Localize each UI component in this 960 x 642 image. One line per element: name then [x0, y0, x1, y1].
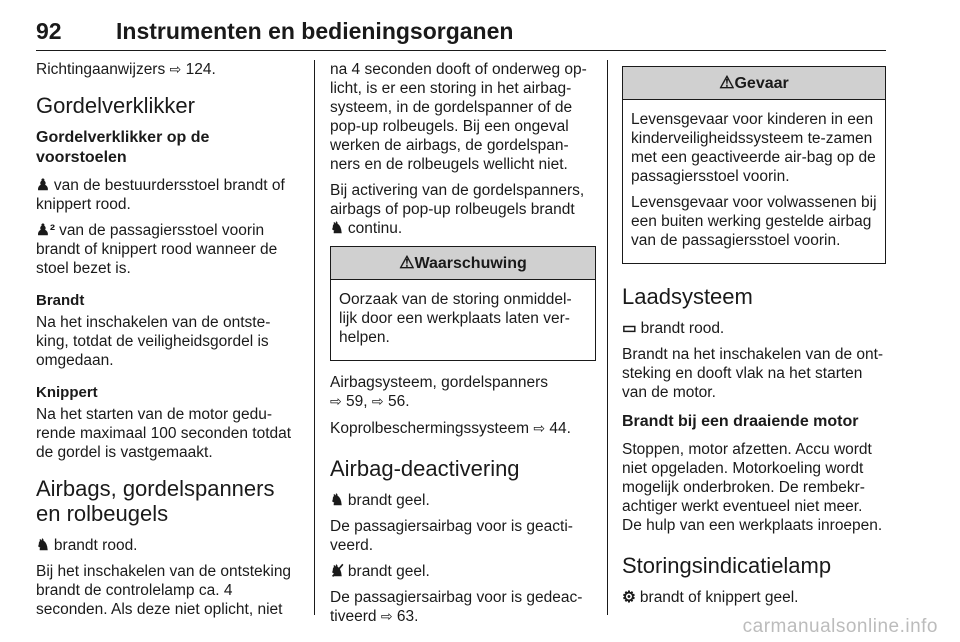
- seatbelt-driver-icon: ♟: [36, 177, 50, 194]
- section-heading: Gordelverklikker: [36, 93, 195, 118]
- warning-box: [330, 246, 596, 361]
- section-heading: Airbags, gordelspanners en rolbeugels: [36, 476, 275, 526]
- chapter-title: Instrumenten en bedieningsorganen: [116, 18, 514, 44]
- reference-arrow-icon: ⇨: [533, 420, 546, 436]
- column-divider: [314, 60, 315, 615]
- paragraph: De passagiersairbag voor is geacti-veerd.: [330, 518, 573, 554]
- page-reference[interactable]: 63.: [396, 608, 419, 625]
- warning-header: ⚠Waarschuwing: [331, 247, 595, 280]
- section-heading: Laadsysteem: [622, 284, 753, 309]
- paragraph: ▭ brandt rood.: [622, 320, 725, 337]
- airbag-off-icon: ♞̸: [330, 563, 344, 580]
- subsection-heading: Gordelverklikker op de voorstoelen: [36, 129, 210, 166]
- reference-arrow-icon: ⇨: [169, 61, 182, 77]
- paragraph: ♟ van de bestuurdersstoel brandt of knippert rood.: [36, 177, 285, 213]
- paragraph: Bij activering van de gordelspanners, airbags of pop-up rolbeugels brandt ♞ continu.: [330, 182, 585, 237]
- page-reference[interactable]: 56.: [387, 393, 410, 410]
- paragraph: Bij het inschakelen van de ontsteking brandt de controlelamp ca. 4 seconden. Als deze niet oplicht, niet: [36, 563, 292, 618]
- intro-line: Richtingaanwijzers ⇨ 124.: [36, 61, 216, 78]
- paragraph: ♞ brandt geel.: [330, 492, 430, 509]
- column-3: [622, 60, 886, 614]
- warning-triangle-icon: ⚠: [719, 73, 735, 92]
- reference-arrow-icon: ⇨: [330, 393, 342, 409]
- paragraph: ♞̸ brandt geel.: [330, 563, 430, 580]
- paragraph: De passagiersairbag voor is gedeac-tiveerd ⇨ 63.: [330, 589, 583, 625]
- paragraph: Na het starten van de motor gedu-rende maximaal 100 seconden totdat de gordel is vastgemaakt.: [36, 406, 292, 461]
- danger-header: ⚠Gevaar: [623, 67, 885, 100]
- column-2: [330, 60, 596, 633]
- paragraph: na 4 seconden dooft of onderweg op-licht, is er een storing in het airbag-systeem, in de gordelspanner of de pop-up rolbeugels. Bij een ongeval werken de airbags, de gordelspan-ners en de rolbeugels wellicht niet.: [330, 61, 587, 173]
- subsection-heading: Knippert: [36, 384, 98, 401]
- column-divider: [607, 60, 608, 615]
- engine-icon: ⚙: [622, 589, 636, 606]
- danger-box: [622, 66, 886, 264]
- paragraph: ⚙ brandt of knippert geel.: [622, 589, 799, 606]
- airbag-icon: ♞: [330, 220, 344, 237]
- warning-triangle-icon: ⚠: [399, 253, 415, 272]
- page-reference[interactable]: 59,: [346, 393, 368, 410]
- page-number: 92: [36, 18, 62, 44]
- subsection-heading: Brandt: [36, 292, 85, 309]
- battery-icon: ▭: [622, 320, 637, 337]
- page-reference[interactable]: 124.: [185, 61, 216, 78]
- paragraph: Stoppen, motor afzetten. Accu wordt niet opgeladen. Motorkoeling wordt mogelijk onderbroken. De rembekr-achtiger werkt eventueel niet meer. De hulp van een werkplaats inroepen.: [622, 441, 883, 534]
- reference-arrow-icon: ⇨: [380, 608, 393, 624]
- paragraph: Brandt na het inschakelen van de ont-steking en dooft vlak na het starten van de motor.: [622, 346, 884, 401]
- paragraph: Koprolbeschermingssysteem ⇨ 44.: [330, 420, 571, 437]
- seatbelt-passenger-icon: ♟²: [36, 222, 56, 239]
- watermark: carmanualsonline.info: [742, 616, 938, 637]
- column-1: [36, 60, 302, 626]
- paragraph: ♟² van de passagiersstoel voorin brandt of knippert rood wanneer de stoel bezet is.: [36, 222, 278, 277]
- subsection-heading: Brandt bij een draaiende motor: [622, 413, 859, 430]
- airbag-icon: ♞: [36, 537, 50, 554]
- danger-text: Levensgevaar voor kinderen in een kinderveiligheidssysteem te-zamen met een geactiveerde air-bag op de passagiersstoel voorin.: [631, 111, 876, 185]
- page-header: [36, 10, 886, 51]
- warning-text: Oorzaak van de storing onmiddel-lijk door een werkplaats laten ver-helpen.: [339, 291, 572, 346]
- paragraph: Airbagsysteem, gordelspanners ⇨ 59, ⇨ 56.: [330, 374, 548, 410]
- section-heading: Airbag-deactivering: [330, 456, 520, 481]
- paragraph: Na het inschakelen van de ontste-king, totdat de veiligheidsgordel is omgedaan.: [36, 314, 271, 369]
- paragraph: ♞ brandt rood.: [36, 537, 138, 554]
- page-reference[interactable]: 44.: [549, 420, 571, 437]
- airbag-on-icon: ♞: [330, 492, 344, 509]
- reference-arrow-icon: ⇨: [371, 393, 384, 409]
- section-heading: Storingsindicatielamp: [622, 553, 832, 578]
- danger-text: Levensgevaar voor volwassenen bij een buiten werking gestelde airbag van de passagiersstoel voorin.: [631, 194, 877, 249]
